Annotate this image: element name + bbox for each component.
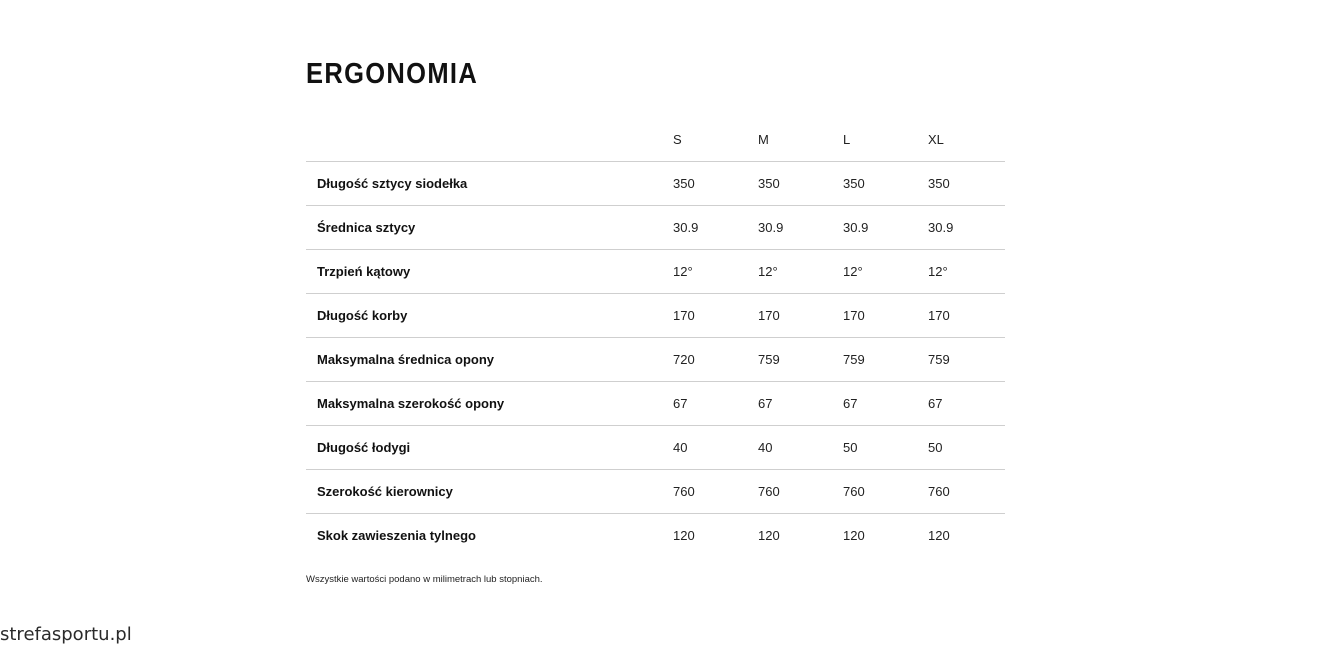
table-row (306, 294, 1005, 338)
cell-value: 350 (928, 176, 950, 191)
cell-value: 12° (928, 250, 1005, 294)
cell-value: 12° (673, 250, 758, 294)
table-row (306, 250, 1005, 294)
units-note: Wszystkie wartości podano w milimetrach lub stopniach. (306, 574, 543, 585)
header-size-m: M (758, 117, 843, 162)
row-label: Długość sztycy siodełka (317, 176, 468, 191)
table-row (306, 382, 1005, 426)
row-label: Trzpień kątowy (306, 250, 673, 294)
section-title: ERGONOMIA (306, 58, 479, 90)
cell-value: 120 (673, 514, 758, 558)
row-label: Długość łodygi (306, 426, 673, 470)
cell-value: 12° (843, 250, 928, 294)
cell-value: 67 (758, 382, 843, 426)
cell-value: 350 (843, 176, 865, 191)
cell-value: 759 (758, 338, 843, 382)
row-label: Skok zawieszenia tylnego (306, 514, 673, 558)
cell-value: 40 (758, 426, 843, 470)
ergonomics-table (306, 117, 1005, 558)
cell-value: 50 (928, 426, 1005, 470)
table-row (306, 470, 1005, 514)
cell-value: 170 (758, 294, 843, 338)
cell-value: 350 (673, 176, 695, 191)
cell-value: 760 (673, 470, 758, 514)
table-row (306, 514, 1005, 558)
cell-value: 170 (673, 294, 758, 338)
cell-value: 67 (673, 382, 758, 426)
table-row (306, 162, 1005, 206)
cell-value: 759 (843, 338, 928, 382)
header-size-xl: XL (928, 117, 1005, 162)
row-label: Maksymalna szerokość opony (306, 382, 673, 426)
cell-value: 120 (928, 514, 1005, 558)
cell-value: 120 (843, 514, 928, 558)
header-blank-cell (306, 117, 673, 162)
cell-value: 40 (673, 426, 758, 470)
cell-value: 760 (758, 470, 843, 514)
cell-value: 30.9 (928, 206, 1005, 250)
row-label: Długość korby (306, 294, 673, 338)
cell-value: 170 (843, 294, 928, 338)
cell-value: 350 (758, 176, 780, 191)
table-header-row (306, 117, 1005, 162)
header-size-l: L (843, 117, 928, 162)
cell-value: 760 (928, 470, 1005, 514)
cell-value: 720 (673, 338, 758, 382)
row-label: Szerokość kierownicy (306, 470, 673, 514)
table-row (306, 426, 1005, 470)
row-label: Maksymalna średnica opony (306, 338, 673, 382)
cell-value: 120 (758, 514, 843, 558)
cell-value: 50 (843, 426, 928, 470)
cell-value: 170 (928, 294, 1005, 338)
table-row (306, 206, 1005, 250)
cell-value: 30.9 (843, 206, 928, 250)
site-watermark: strefasportu.pl (0, 624, 132, 645)
table-row (306, 338, 1005, 382)
cell-value: 30.9 (758, 206, 843, 250)
row-label: Średnica sztycy (306, 206, 673, 250)
cell-value: 67 (928, 382, 1005, 426)
header-size-s: S (673, 117, 758, 162)
cell-value: 30.9 (673, 206, 758, 250)
cell-value: 67 (843, 382, 928, 426)
cell-value: 12° (758, 250, 843, 294)
cell-value: 759 (928, 338, 1005, 382)
cell-value: 760 (843, 470, 928, 514)
